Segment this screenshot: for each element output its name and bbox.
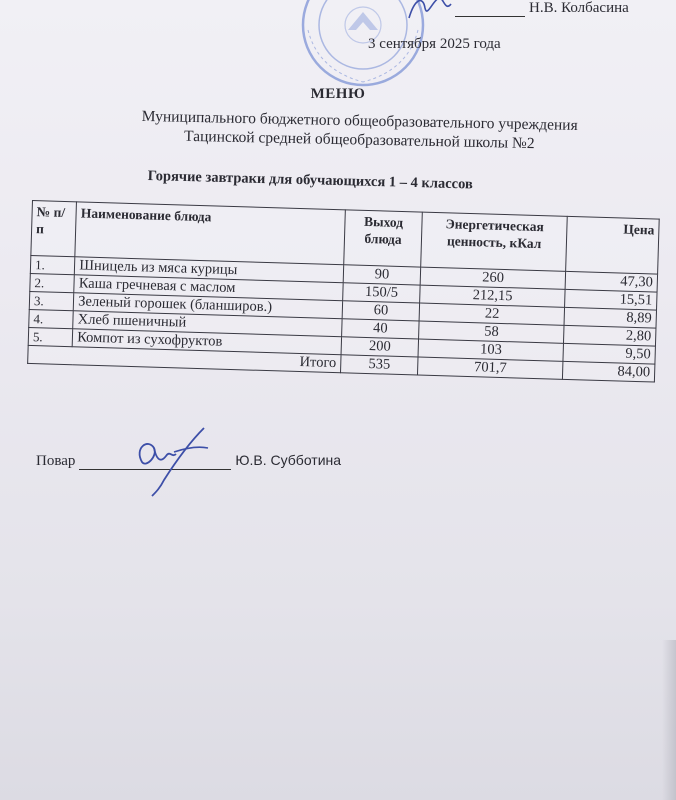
menu-table <box>27 200 660 383</box>
signature-rule <box>79 455 231 470</box>
row-dish-name: Каша гречневая с маслом <box>74 275 343 301</box>
row-energy: 260 <box>420 267 566 289</box>
document-title: МЕНЮ <box>310 86 366 102</box>
row-dish-name: Шницель из мяса курицы <box>75 257 344 283</box>
row-price: 9,50 <box>563 343 655 364</box>
approval-signatory-line <box>455 0 629 17</box>
row-yield: 40 <box>342 319 420 339</box>
total-energy: 701,7 <box>418 357 564 379</box>
row-num: 1. <box>30 255 75 274</box>
page-edge-shadow <box>662 640 676 800</box>
total-yield: 535 <box>340 355 418 375</box>
row-price: 2,80 <box>564 325 656 346</box>
total-label: Итого <box>28 345 341 372</box>
row-yield: 90 <box>343 265 421 285</box>
institution-line-2: Тацинской средней общеобразовательной школы №2 <box>183 127 535 153</box>
row-dish-name: Зеленый горошек (бланширов.) <box>73 293 342 319</box>
row-price: 8,89 <box>564 307 656 328</box>
header-yield: Выход блюда <box>344 210 423 267</box>
signature-rule <box>455 16 525 17</box>
approval-signatory-name: Н.В. Колбасина <box>529 0 629 16</box>
header-energy: Энергетическая ценность, кКал <box>421 212 568 271</box>
row-energy: 212,15 <box>420 285 566 307</box>
row-energy: 103 <box>418 339 564 361</box>
header-price: Цена <box>566 216 659 274</box>
menu-subtitle: Горячие завтраки для обучающихся 1 – 4 классов <box>147 168 474 193</box>
row-num: 5. <box>28 327 73 346</box>
row-energy: 22 <box>419 303 565 325</box>
cook-role: Повар <box>36 453 76 469</box>
row-yield: 60 <box>342 301 420 321</box>
cook-name: Ю.В. Субботина <box>235 452 342 468</box>
row-num: 2. <box>30 273 75 292</box>
total-price: 84,00 <box>563 361 655 382</box>
cook-signature-line <box>36 452 341 470</box>
header-name: Наименование блюда <box>75 202 345 265</box>
row-yield: 150/5 <box>343 283 421 303</box>
row-price: 47,30 <box>565 271 657 292</box>
row-energy: 58 <box>419 321 565 343</box>
institution-line-1: Муниципального бюджетного общеобразовательного учреждения <box>141 107 578 135</box>
row-num: 3. <box>29 291 74 310</box>
institution-name <box>99 106 620 155</box>
row-yield: 200 <box>341 337 419 357</box>
row-price: 15,51 <box>565 289 657 310</box>
approval-date: 3 сентября 2025 года <box>368 36 501 52</box>
row-dish-name: Хлеб пшеничный <box>73 311 342 337</box>
header-num: № п/п <box>31 201 77 257</box>
row-num: 4. <box>29 309 74 328</box>
row-dish-name: Компот из сухофруктов <box>72 329 341 355</box>
